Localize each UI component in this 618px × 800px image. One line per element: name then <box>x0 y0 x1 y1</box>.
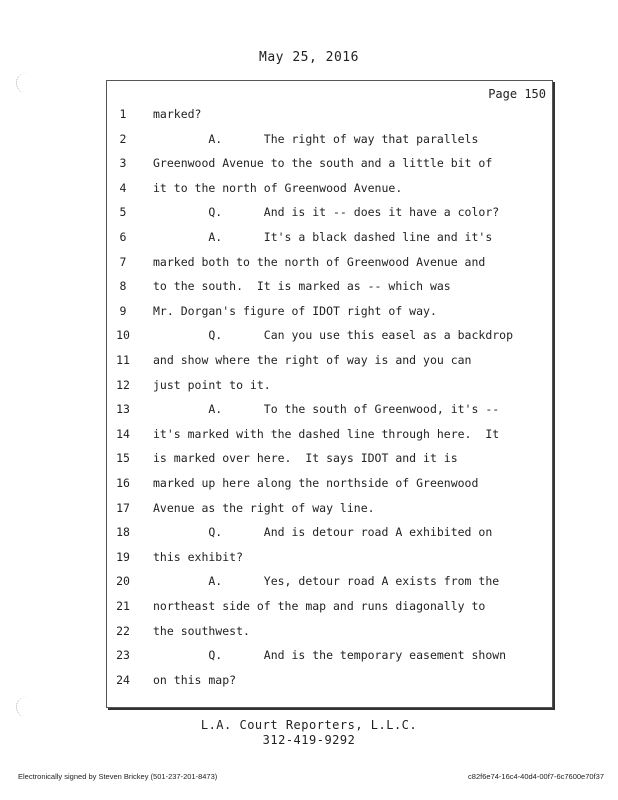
line-text: and show where the right of way is and you can <box>153 353 472 367</box>
line-number: 8 <box>119 279 127 294</box>
transcript-line <box>107 156 552 176</box>
line-text: this exhibit? <box>153 549 244 564</box>
transcript-line <box>107 353 552 373</box>
line-text: Greenwood Avenue to the south and a little bit of <box>153 156 493 171</box>
line-text: Q. And is detour road A exhibited on <box>153 525 493 540</box>
line-text: Q. And is the temporary easement shown <box>153 648 507 663</box>
line-text: it's marked with the dashed line through here. It <box>153 426 500 441</box>
page-number: Page 150 <box>488 87 546 101</box>
line-number: 2 <box>119 131 127 146</box>
line-text: marked? <box>153 107 202 121</box>
transcript-line <box>107 476 552 496</box>
line-number: 7 <box>119 254 127 269</box>
line-number: 3 <box>119 156 127 171</box>
line-text: A. It's a black dashed line and it's <box>153 230 493 244</box>
line-number: 9 <box>119 303 127 318</box>
line-text: it to the north of Greenwood Avenue. <box>153 180 403 195</box>
reporter-company: L.A. Court Reporters, L.L.C. <box>200 718 418 732</box>
line-text: A. To the south of Greenwood, it's -- <box>153 402 500 417</box>
line-number: 14 <box>116 426 130 441</box>
line-number: 15 <box>116 451 130 466</box>
transcript-page <box>106 80 553 708</box>
line-number: 22 <box>116 623 130 638</box>
line-number: 4 <box>119 180 127 195</box>
line-number: 17 <box>116 500 130 515</box>
transcript-line <box>107 550 552 570</box>
margin-mark-bottom <box>16 696 39 718</box>
line-number: 24 <box>116 672 130 687</box>
line-number: 5 <box>119 205 127 220</box>
line-text: northeast side of the map and runs diagonally to <box>153 599 486 613</box>
transcript-line <box>107 673 552 693</box>
date-header: May 25, 2016 <box>259 50 359 65</box>
transcript-line <box>107 427 552 447</box>
reporter-phone: 312-419-9292 <box>262 733 356 747</box>
transcript-line <box>107 205 552 225</box>
line-text: Avenue as the right of way line. <box>153 500 375 515</box>
line-number: 13 <box>116 402 130 417</box>
transcript-line <box>107 624 552 644</box>
line-text: just point to it. <box>153 377 271 392</box>
transcript-line <box>107 132 552 152</box>
transcript-line <box>107 574 552 594</box>
line-text: on this map? <box>153 672 237 687</box>
transcript-line <box>107 255 552 275</box>
line-text: to the south. It is marked as -- which was <box>153 279 451 294</box>
line-text: Mr. Dorgan's figure of IDOT right of way. <box>153 303 437 318</box>
line-number: 10 <box>116 328 130 343</box>
line-text: marked both to the north of Greenwood Avenue and <box>153 254 486 269</box>
line-text: Q. Can you use this easel as a backdrop <box>153 328 514 343</box>
transcript-line <box>107 402 552 422</box>
transcript-line <box>107 525 552 545</box>
line-number: 12 <box>116 377 130 392</box>
line-number: 18 <box>116 525 130 540</box>
line-text: the southwest. <box>153 623 250 638</box>
transcript-line <box>107 304 552 324</box>
line-number: 1 <box>119 107 127 121</box>
transcript-line <box>107 181 552 201</box>
line-number: 6 <box>119 230 127 244</box>
line-text: Q. And is it -- does it have a color? <box>153 205 500 220</box>
line-text: A. Yes, detour road A exists from the <box>153 574 500 589</box>
margin-mark-top <box>16 72 39 94</box>
line-number: 19 <box>116 549 130 564</box>
line-text: is marked over here. It says IDOT and it is <box>153 451 458 466</box>
line-text: marked up here along the northside of Greenwood <box>153 476 479 490</box>
line-number: 11 <box>116 353 130 367</box>
line-text: A. The right of way that parallels <box>153 131 479 146</box>
transcript-line <box>107 230 552 250</box>
line-number: 21 <box>116 599 130 613</box>
electronic-signature: Electronically signed by Steven Brickey (501-237-201-8473) <box>18 772 218 781</box>
transcript-line <box>107 648 552 668</box>
document-hash: c82f6e74-16c4-40d4-00f7-6c7600e70f37 <box>468 772 604 781</box>
transcript-line <box>107 328 552 348</box>
transcript-line <box>107 501 552 521</box>
line-number: 16 <box>116 476 130 490</box>
transcript-line <box>107 279 552 299</box>
transcript-line <box>107 599 552 619</box>
transcript-line <box>107 451 552 471</box>
transcript-line <box>107 378 552 398</box>
transcript-line <box>107 107 552 127</box>
line-number: 20 <box>116 574 130 589</box>
line-number: 23 <box>116 648 130 663</box>
